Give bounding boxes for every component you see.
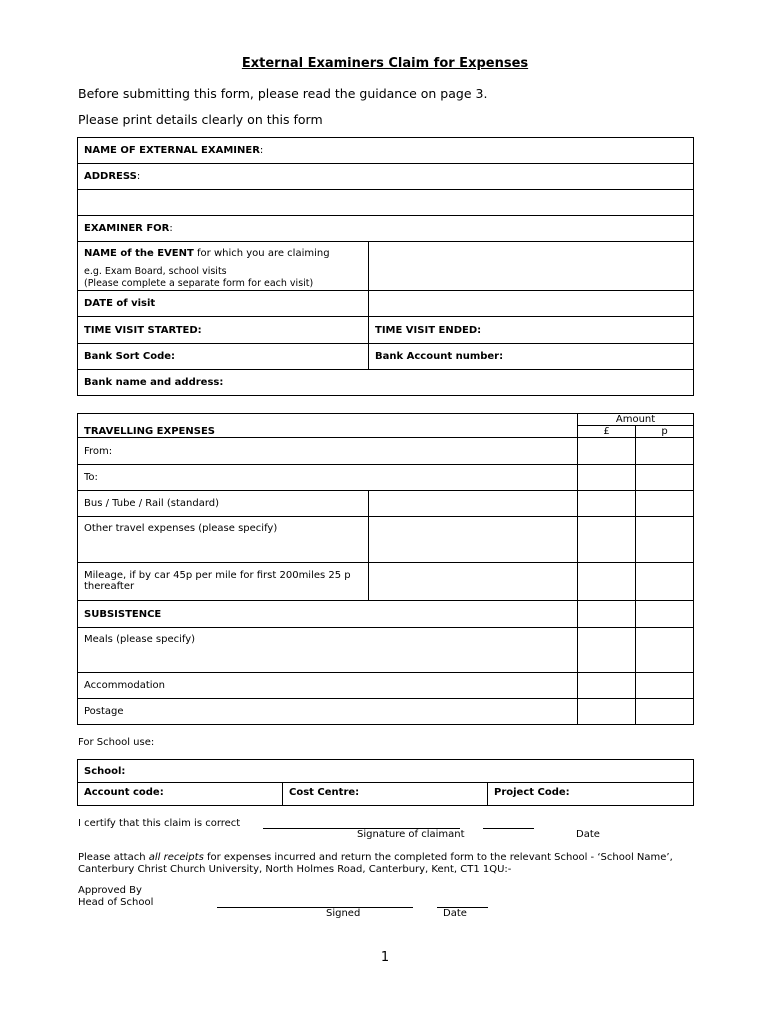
mileage-input[interactable]	[369, 563, 578, 601]
other-travel-input[interactable]	[369, 517, 578, 563]
address-field[interactable]: ADDRESS:	[78, 164, 694, 190]
other-travel-label: Other travel expenses (please specify)	[78, 517, 369, 563]
school-field[interactable]: School:	[78, 760, 694, 783]
school-use-table	[77, 759, 694, 806]
page-number: 1	[380, 950, 390, 965]
subsistence-pence[interactable]	[636, 601, 694, 628]
subsistence-header: SUBSISTENCE	[78, 601, 578, 628]
accommodation-pence[interactable]	[636, 673, 694, 699]
postage-pence[interactable]	[636, 699, 694, 725]
certify-date-caption: Date	[576, 829, 600, 840]
account-number-field[interactable]: Bank Account number:	[369, 344, 694, 370]
pence-header: p	[636, 426, 694, 438]
accommodation-field[interactable]: Accommodation	[78, 673, 578, 699]
meals-pence[interactable]	[636, 628, 694, 673]
postage-pounds[interactable]	[578, 699, 636, 725]
meals-field[interactable]: Meals (please specify)	[78, 628, 578, 673]
mileage-label: Mileage, if by car 45p per mile for first 200miles 25 p thereafter	[78, 563, 369, 601]
postage-field[interactable]: Postage	[78, 699, 578, 725]
subsistence-pounds[interactable]	[578, 601, 636, 628]
account-code-field[interactable]: Account code:	[78, 783, 283, 806]
bus-detail-input[interactable]	[369, 491, 578, 517]
attach-instructions: Please attach all receipts for expenses incurred and return the completed form to the relevant School - ‘School Name’, Canterbury Christ Church University, North Holmes Road, Canterbury, Kent, CT1 1QU:-	[78, 852, 673, 875]
from-pounds[interactable]	[578, 438, 636, 465]
examiner-for-field[interactable]: EXAMINER FOR:	[78, 216, 694, 242]
intro-print: Please print details clearly on this form	[78, 112, 323, 127]
pounds-header: £	[578, 426, 636, 438]
details-table	[77, 137, 694, 396]
from-field[interactable]: From:	[78, 438, 578, 465]
approver-signature-line[interactable]	[217, 907, 413, 908]
date-of-visit-input[interactable]	[369, 291, 694, 317]
bus-pence[interactable]	[636, 491, 694, 517]
bank-name-field[interactable]: Bank name and address:	[78, 370, 694, 396]
approved-by-label: Approved By	[78, 885, 142, 896]
head-of-school-label: Head of School	[78, 897, 154, 908]
cost-centre-field[interactable]: Cost Centre:	[283, 783, 488, 806]
event-name-label: NAME of the EVENT for which you are claiming e.g. Exam Board, school visits (Please complete a separate form for each visit)	[78, 242, 369, 291]
expenses-table	[77, 413, 694, 725]
certify-text: I certify that this claim is correct	[78, 818, 241, 829]
signed-caption: Signed	[326, 908, 361, 919]
from-pence[interactable]	[636, 438, 694, 465]
school-use-heading: For School use:	[78, 737, 155, 748]
bus-label: Bus / Tube / Rail (standard)	[78, 491, 369, 517]
to-pence[interactable]	[636, 465, 694, 491]
accommodation-pounds[interactable]	[578, 673, 636, 699]
project-code-field[interactable]: Project Code:	[488, 783, 694, 806]
meals-pounds[interactable]	[578, 628, 636, 673]
approved-date-caption: Date	[443, 908, 467, 919]
time-ended-field[interactable]: TIME VISIT ENDED:	[369, 317, 694, 344]
other-travel-pounds[interactable]	[578, 517, 636, 563]
other-travel-pence[interactable]	[636, 517, 694, 563]
time-started-field[interactable]: TIME VISIT STARTED:	[78, 317, 369, 344]
signature-caption: Signature of claimant	[357, 829, 465, 840]
mileage-pounds[interactable]	[578, 563, 636, 601]
to-pounds[interactable]	[578, 465, 636, 491]
date-of-visit-label: DATE of visit	[78, 291, 369, 317]
event-name-input[interactable]	[369, 242, 694, 291]
intro-guidance: Before submitting this form, please read the guidance on page 3.	[78, 86, 488, 101]
page-title: External Examiners Claim for Expenses	[241, 56, 529, 71]
mileage-pence[interactable]	[636, 563, 694, 601]
amount-header: Amount	[578, 414, 694, 426]
sort-code-field[interactable]: Bank Sort Code:	[78, 344, 369, 370]
examiner-name-field[interactable]: NAME OF EXTERNAL EXAMINER:	[78, 138, 694, 164]
travel-header: TRAVELLING EXPENSES	[78, 414, 578, 438]
claimant-date-line[interactable]	[483, 828, 534, 829]
bus-pounds[interactable]	[578, 491, 636, 517]
address-field-line-2[interactable]	[78, 190, 694, 216]
to-field[interactable]: To:	[78, 465, 578, 491]
